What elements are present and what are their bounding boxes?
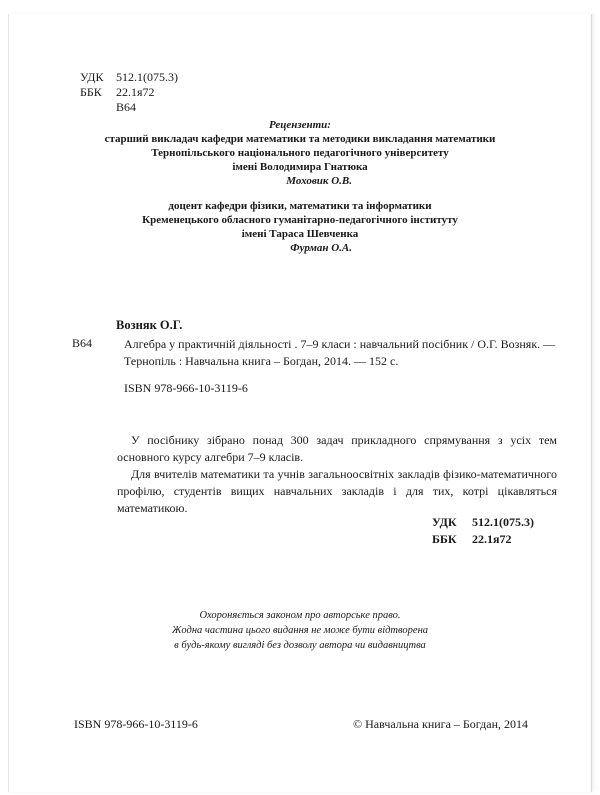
bibliography-author: Возняк О.Г. [116, 318, 183, 332]
bbk-row-bottom [432, 531, 534, 548]
bbk-value: 22.1я72 [116, 85, 155, 99]
copyright-notice-line-3: в будь-якому вигляді без дозволу автора чи видавництва [174, 640, 426, 651]
reviewer-2-institution: Кременецького обласного гуманітарно-педагогічного інституту [142, 214, 458, 226]
copyright-notice-line-1: Охороняється законом про авторське право. [199, 610, 401, 621]
bbk-label: ББК [80, 85, 102, 99]
reviewer-2 [0, 199, 600, 255]
reviewer-1-institution-name: імені Володимира Гнатюка [232, 161, 368, 173]
udk-label: УДК [80, 70, 104, 84]
reviewers-title: Рецензенти: [269, 119, 331, 131]
reviewer-1-name: Моховик О.В. [286, 175, 352, 187]
bibliography-index: В64 [72, 336, 93, 350]
abstract-paragraph-2: Для вчителів математики та учнів загальноосвітніх закладів фізико-математичного профілю, студентів вищих навчальних закладів і для тих, котрі цікавляться математикою. [117, 467, 557, 515]
classification-top [80, 70, 178, 115]
udk-row-bottom [432, 514, 534, 531]
footer-isbn: ISBN 978-966-10-3119-6 [74, 717, 198, 731]
bibliography-isbn: ISBN 978-966-10-3119-6 [124, 381, 248, 395]
bibliography-description: Алгебра у практичній діяльності . 7–9 класи : навчальний посібник / О.Г. Возняк. — Тернопіль : Навчальна книга – Богдан, 2014. — 152 с. [124, 337, 556, 368]
abstract-paragraph-1: У посібнику зібрано понад 300 задач прикладного спрямування з усіх тем основного курсу алгебри 7–9 класів. [117, 433, 557, 464]
abstract [117, 432, 557, 517]
copyright-notice-line-2: Жодна частина цього видання не може бути відтворена [171, 625, 429, 636]
reviewer-1-position: старший викладач кафедри математики та методики викладання математики [104, 133, 496, 145]
udk-value-bottom: 512.1(075.3) [472, 515, 534, 529]
udk-label-bottom: УДК [432, 515, 457, 529]
udk-value: 512.1(075.3) [116, 70, 178, 84]
reviewer-1-institution: Тернопільського національного педагогічного університету [151, 147, 449, 159]
footer-copyright: © Навчальна книга – Богдан, 2014 [353, 717, 528, 731]
author-mark: В64 [116, 100, 137, 114]
author-mark-row [80, 100, 178, 115]
bbk-label-bottom: ББК [432, 532, 457, 546]
classification-bottom [432, 514, 534, 548]
bbk-value-bottom: 22.1я72 [472, 532, 512, 546]
copyright-notice [0, 608, 600, 653]
reviewer-2-institution-name: імені Тараса Шевченка [241, 228, 359, 240]
reviewers-section [0, 118, 600, 255]
reviewer-2-position: доцент кафедри фізики, математики та інформатики [168, 200, 432, 212]
udk-row [80, 70, 178, 85]
bbk-row [80, 85, 178, 100]
reviewer-1 [0, 132, 600, 188]
reviewer-2-name: Фурман О.А. [290, 242, 352, 254]
